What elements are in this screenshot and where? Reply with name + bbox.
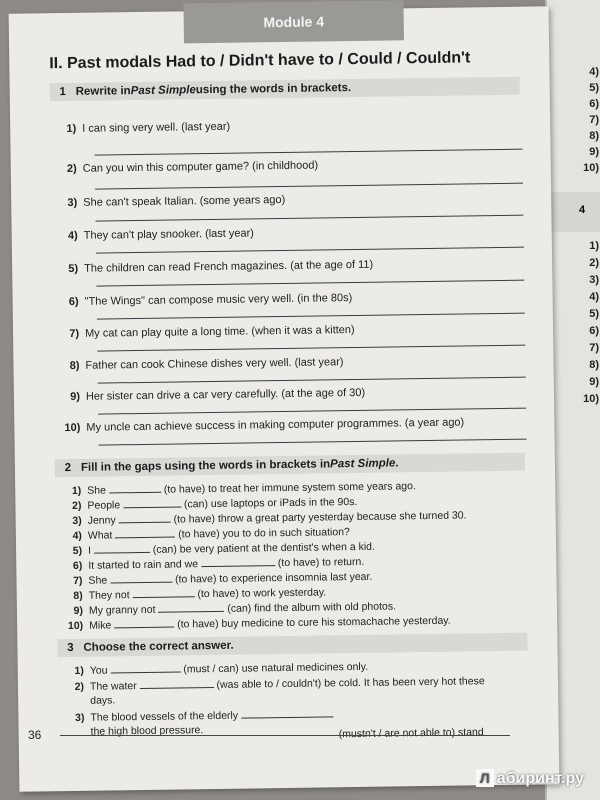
- gap-blank[interactable]: [110, 661, 180, 673]
- exercise-2-item: 10) Mike (to have) buy medicine to cure his stomachache yesterday.: [67, 614, 451, 633]
- footer-answer-line[interactable]: [60, 735, 510, 736]
- facing-page-number: 8): [589, 359, 599, 371]
- exercise-number: 2: [64, 461, 72, 475]
- answer-line[interactable]: [95, 183, 523, 190]
- watermark-text: абиринт.ру: [496, 770, 584, 787]
- exercise-1-header: [50, 77, 520, 102]
- gap-blank[interactable]: [123, 496, 181, 508]
- exercise-1-item: 2) Can you win this computer game? (in childhood): [66, 159, 319, 176]
- exercise-2-item: 4) What (to have) you to do in such situation?: [72, 526, 350, 542]
- gap-blank[interactable]: [114, 617, 174, 629]
- gap-blank[interactable]: [158, 601, 224, 613]
- gap-blank[interactable]: [139, 677, 213, 689]
- exercise-1-item: 10) My uncle can achieve success in making computer programmes. (a year ago): [64, 416, 465, 435]
- exercise-number: 3: [67, 641, 74, 655]
- facing-page-number: 6): [589, 98, 599, 110]
- facing-page-number: 9): [589, 146, 599, 158]
- exercise-1-item: 5) The children can read French magazines. (at the age of 11): [68, 258, 374, 275]
- exercise-1-item: 1) I can sing very well. (last year): [66, 120, 231, 136]
- exercise-1-item: 4) They can't play snooker. (last year): [67, 227, 255, 243]
- exercise-2-item: 2) People (can) use laptops or iPads in the 90s.: [72, 495, 358, 512]
- exercise-2-item: 9) My granny not (can) find the album with old photos.: [73, 600, 397, 617]
- exercise-1-item: 3) She can't speak Italian. (some years ago): [67, 193, 286, 210]
- answer-line[interactable]: [98, 408, 526, 415]
- exercise-title: Fill in the gaps using the words in brackets in: [80, 458, 331, 474]
- labirint-logo-icon: Л: [476, 769, 494, 787]
- facing-page-number: 9): [589, 376, 599, 388]
- facing-page-number: 5): [589, 82, 599, 94]
- exercise-3-item-cont: the high blood pressure.: [90, 724, 204, 738]
- facing-page-number: 1): [589, 240, 599, 252]
- item-text: Can you win this computer game? (in childhood): [82, 159, 319, 175]
- exercise-1-item: 9) Her sister can drive a car very carefully. (at the age of 30): [70, 386, 366, 403]
- item-text: I can sing very well. (last year): [82, 120, 231, 135]
- answer-line[interactable]: [95, 149, 523, 156]
- exercise-3-item-cont: days.: [90, 694, 116, 707]
- facing-page-number: 10): [583, 162, 599, 174]
- exercise-title: Rewrite in: [75, 85, 131, 98]
- gap-blank[interactable]: [241, 706, 333, 718]
- module-tab: Module 4: [183, 0, 404, 43]
- item-text: The children can read French magazines. (at the age of 11): [84, 258, 374, 275]
- item-text: Her sister can drive a car very carefully. (at the age of 30): [85, 386, 366, 403]
- exercise-1-item: 7) My cat can play quite a long time. (when it was a kitten): [69, 324, 355, 340]
- gap-blank[interactable]: [109, 482, 161, 494]
- facing-page-number: 6): [589, 325, 599, 337]
- gap-blank[interactable]: [115, 527, 175, 539]
- item-text: Father can cook Chinese dishes very well. (last year): [85, 356, 344, 372]
- gap-blank[interactable]: [110, 572, 172, 584]
- exercise-number: 1: [59, 86, 66, 99]
- facing-page-number: 4): [589, 291, 599, 303]
- watermark: [476, 769, 584, 788]
- answer-line[interactable]: [96, 280, 524, 287]
- facing-page-number: 7): [589, 342, 599, 354]
- exercise-title-end: using the words in brackets.: [195, 82, 352, 97]
- answer-line[interactable]: [97, 313, 525, 320]
- answer-line[interactable]: [95, 215, 523, 222]
- answer-line[interactable]: [96, 247, 524, 254]
- facing-page-band: [547, 192, 600, 232]
- exercise-3-header: [57, 633, 527, 658]
- answer-line[interactable]: [98, 377, 526, 384]
- facing-band-label: 4: [579, 204, 586, 216]
- exercise-2-item: 6) It started to rain and we (to have) to return.: [72, 555, 365, 572]
- facing-page-number: 3): [589, 274, 599, 286]
- exercise-2-item: 5) I (can) be very patient at the dentist's when a kid.: [72, 540, 375, 557]
- gap-blank[interactable]: [132, 586, 194, 598]
- item-text: "The Wings" can compose music very well. (in the 80s): [84, 292, 353, 308]
- item-text: My uncle can achieve success in making computer programmes. (a year ago): [86, 416, 465, 434]
- exercise-1-item: 8) Father can cook Chinese dishes very well. (last year): [69, 356, 344, 372]
- exercise-2-item: 7) She (to have) to experience insomnia last year.: [73, 570, 373, 587]
- facing-page-number: 7): [589, 114, 599, 126]
- facing-page-number: 2): [589, 257, 599, 269]
- answer-line[interactable]: [99, 439, 527, 446]
- gap-blank[interactable]: [201, 555, 275, 567]
- exercise-2-item: 1) She (to have) to treat her immune system some years ago.: [71, 480, 416, 497]
- answer-line[interactable]: [97, 345, 525, 352]
- exercise-1-item: 6) "The Wings" can compose music very well. (in the 80s): [68, 292, 353, 308]
- section-title: II. Past modals Had to / Didn't have to / Could / Couldn't: [49, 49, 471, 73]
- exercise-title-italic: Past Simple: [130, 84, 196, 98]
- exercise-3-item-options: (mustn't / are not able to) stand: [338, 726, 484, 741]
- facing-page-number: 4): [589, 66, 599, 78]
- item-text: They can't play snooker. (last year): [83, 227, 255, 242]
- exercise-title-italic: Past Simple: [330, 457, 396, 471]
- gap-blank[interactable]: [119, 512, 171, 524]
- exercise-2-header: [55, 453, 525, 478]
- exercise-3-item: 2) The water (was able to / couldn't) be cold. It has been very hot these: [74, 675, 485, 693]
- page-number: 36: [28, 728, 42, 742]
- exercise-2-item: 8) They not (to have) to work yesterday.: [73, 586, 327, 602]
- exercise-2-item: 3) Jenny (to have) throw a great party yesterday because she turned 30.: [72, 509, 467, 527]
- item-text: My cat can play quite a long time. (when it was a kitten): [84, 324, 355, 340]
- exercise-title: Choose the correct answer.: [83, 639, 234, 654]
- facing-page-number: 5): [589, 308, 599, 320]
- exercise-3-item: 3) The blood vessels of the elderly: [58, 704, 528, 726]
- item-text: She can't speak Italian. (some years ago): [83, 193, 286, 209]
- exercise-3-item: 1) You (must / can) use natural medicines only.: [74, 660, 369, 677]
- exercise-title-end: .: [395, 457, 399, 470]
- workbook-page: [9, 6, 560, 791]
- gap-blank[interactable]: [94, 542, 150, 554]
- facing-page-number: 10): [583, 393, 599, 405]
- facing-page-number: 8): [589, 130, 599, 142]
